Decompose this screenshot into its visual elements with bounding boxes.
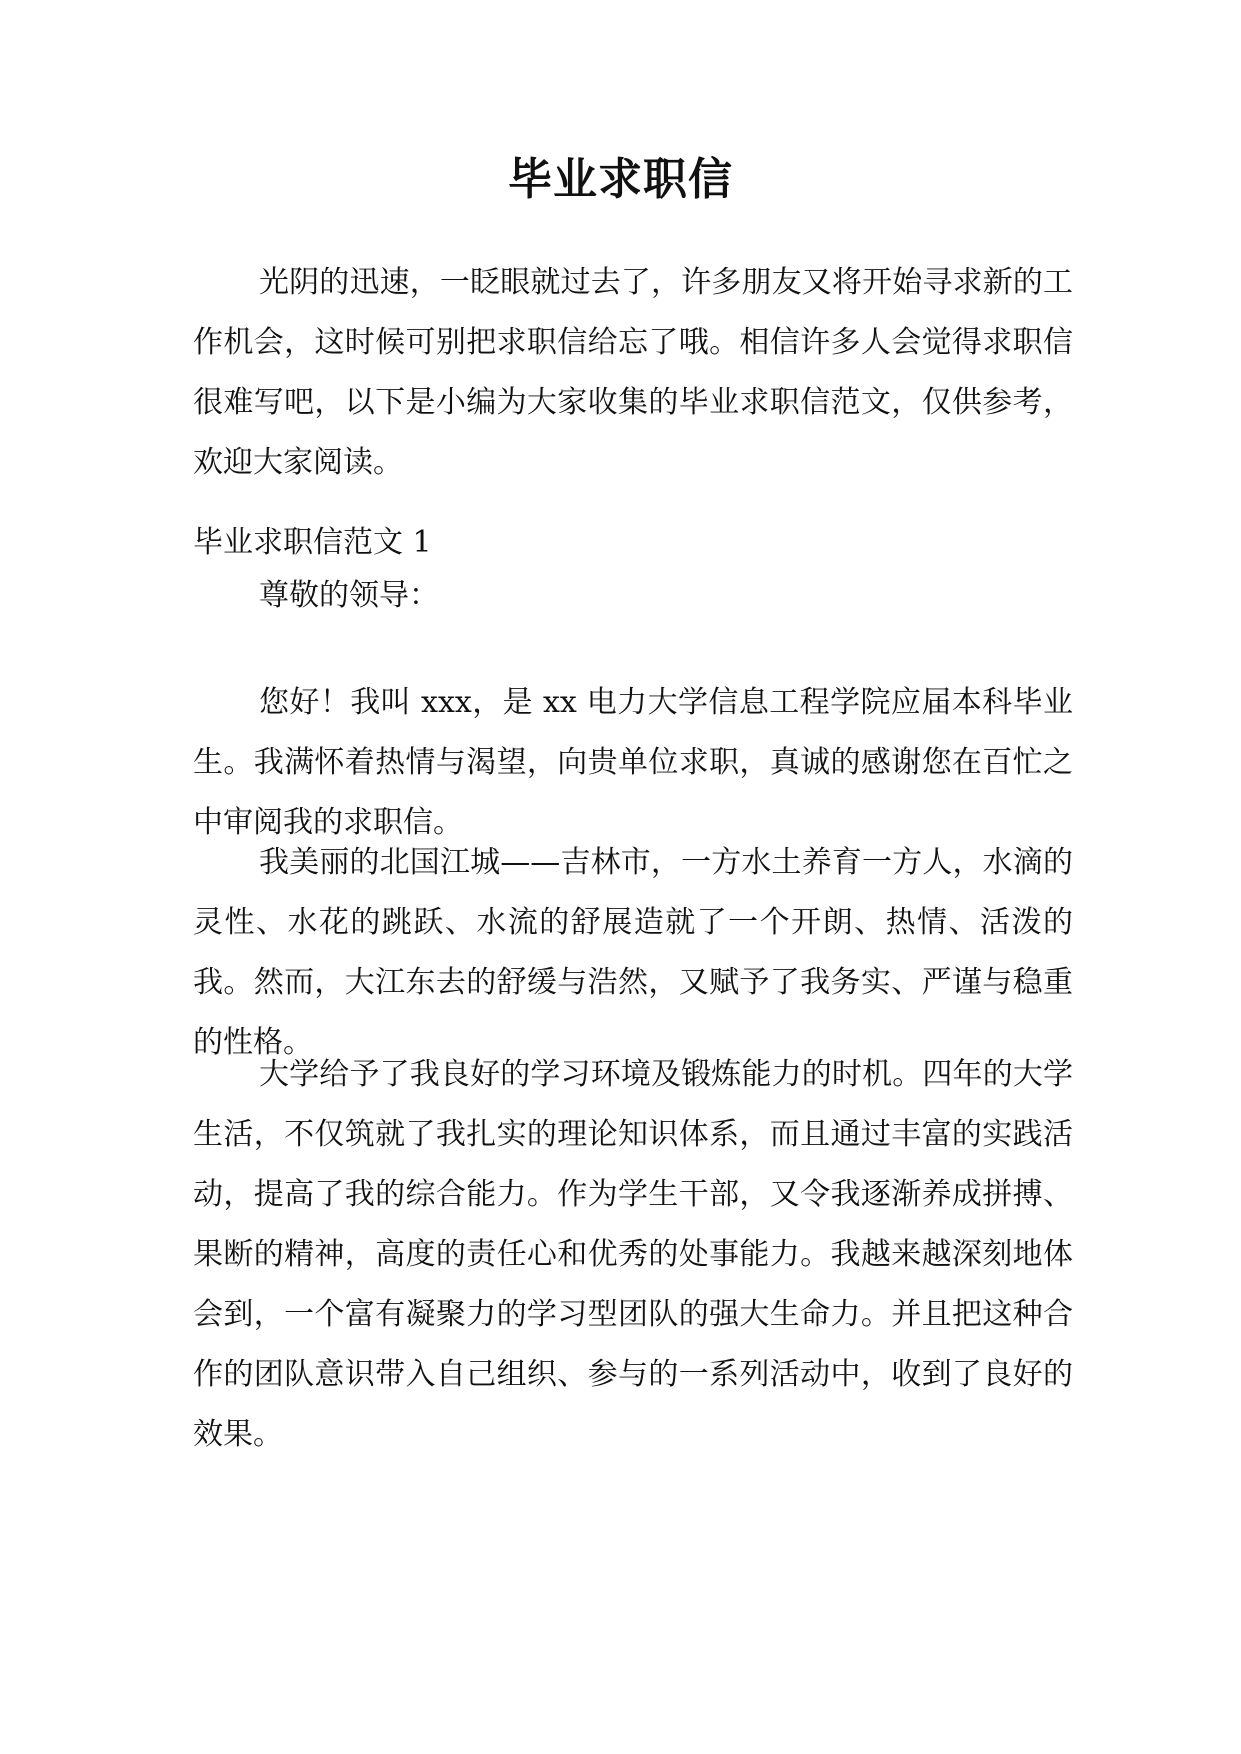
body-paragraph-2: 我美丽的北国江城——吉林市，一方水土养育一方人，水滴的灵性、水花的跳跃、水流的舒展造就了一个开朗、热情、活泼的我。然而，大江东去的舒缓与浩然，又赋予了我务实、严谨与稳重的性格。 <box>193 845 1073 1060</box>
section-heading: 毕业求职信范文 1 <box>193 525 432 560</box>
body-paragraph-1: 您好！我叫 xxx，是 xx 电力大学信息工程学院应届本科毕业生。我满怀着热情与渴望，向贵单位求职，真诚的感谢您在百忙之中审阅我的求职信。 <box>193 685 1073 840</box>
intro-paragraph: 光阴的迅速，一眨眼就过去了，许多朋友又将开始寻求新的工作机会，这时候可别把求职信给忘了哦。相信许多人会觉得求职信很难写吧，以下是小编为大家收集的毕业求职信范文，仅供参考，欢迎大家阅读。 <box>193 265 1073 480</box>
document-title: 毕业求职信 <box>508 154 733 205</box>
salutation: 尊敬的领导： <box>259 578 439 613</box>
body-paragraph-3: 大学给予了我良好的学习环境及锻炼能力的时机。四年的大学生活，不仅筑就了我扎实的理论知识体系，而且通过丰富的实践活动，提高了我的综合能力。作为学生干部，又令我逐渐养成拼搏、果断的精神，高度的责任心和优秀的处事能力。我越来越深刻地体会到，一个富有凝聚力的学习型团队的强大生命力。并且把这种合作的团队意识带入自己组织、参与的一系列活动中，收到了良好的效果。 <box>193 1057 1073 1452</box>
